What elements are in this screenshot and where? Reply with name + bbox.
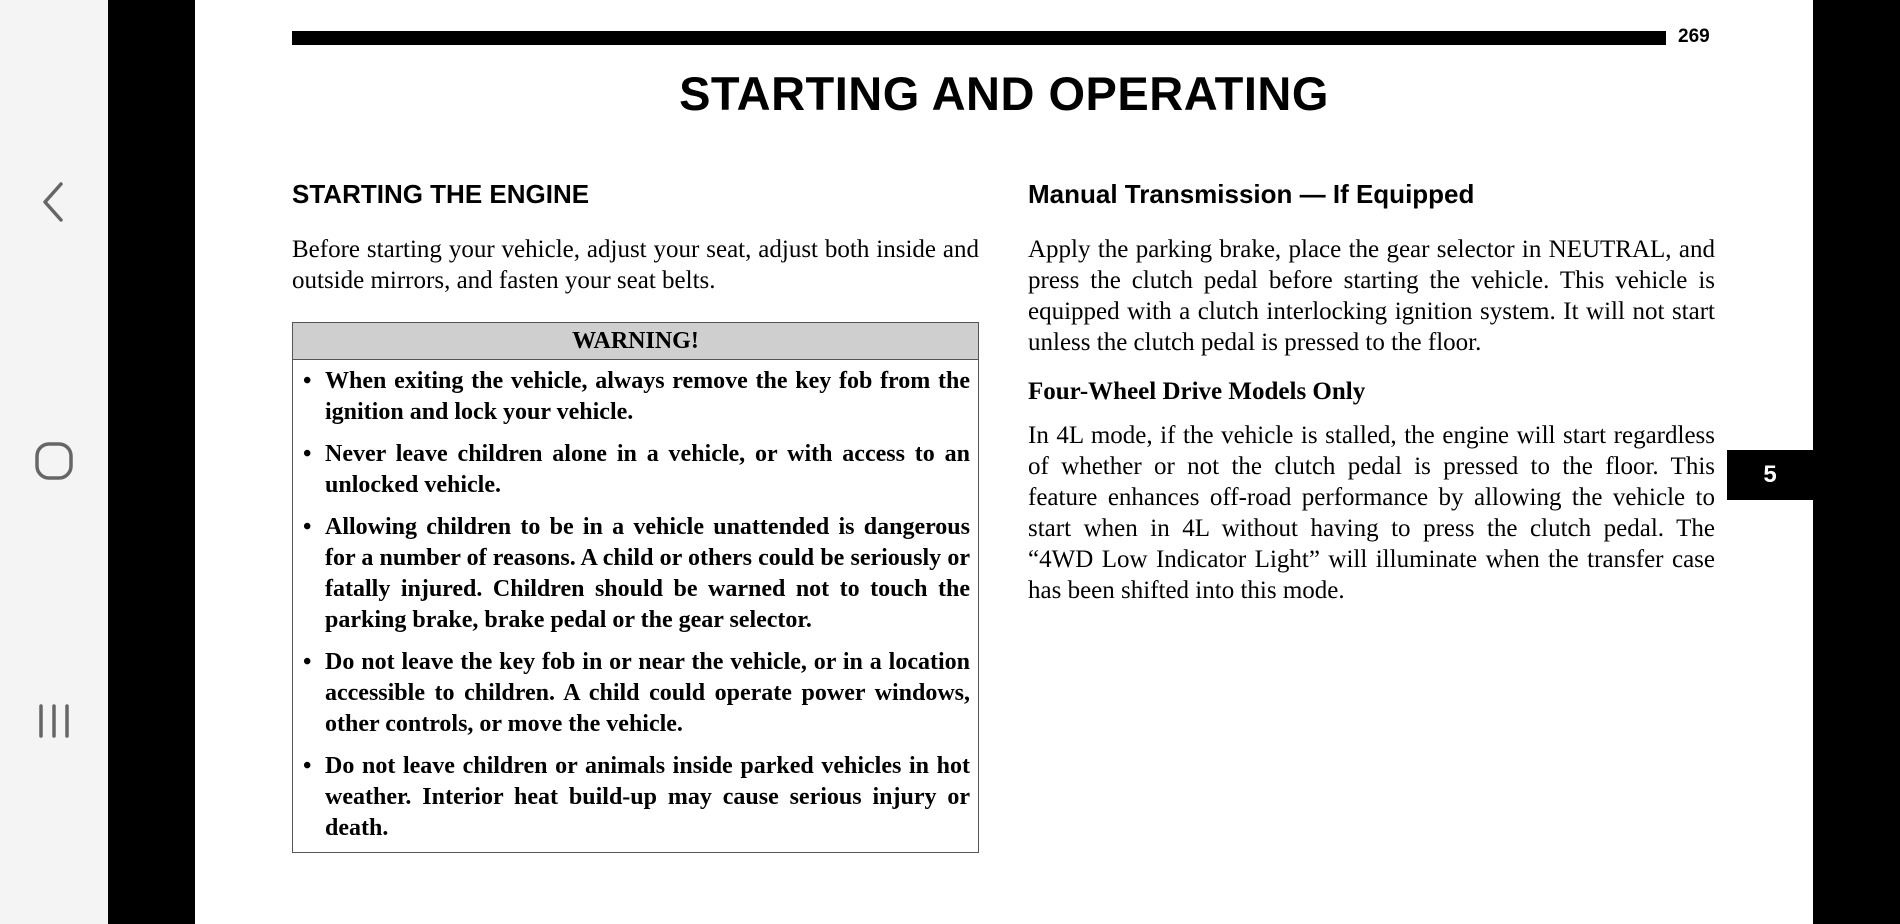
- warning-item: • Do not leave children or animals inside parked vehicles in hot weather. Interior heat build-up may cause serious injury or death.: [303, 752, 970, 841]
- warning-list: [293, 360, 978, 852]
- section-heading: Manual Transmission — If Equipped: [1028, 179, 1475, 209]
- left-column: [292, 180, 979, 853]
- section-heading: STARTING THE ENGINE: [292, 179, 590, 209]
- right-margin: [1813, 0, 1900, 924]
- left-margin: [108, 0, 195, 924]
- bullet-icon: •: [303, 440, 312, 467]
- navigation-bar: [0, 0, 108, 924]
- chevron-left-icon: [39, 180, 69, 224]
- subsection-heading: Four-Wheel Drive Models Only: [1028, 377, 1366, 405]
- chapter-tab: 5: [1727, 450, 1813, 500]
- manual-transmission-paragraph: Apply the parking brake, place the gear selector in NEUTRAL, and press the clutch pedal before starting the vehicle. This vehicle is equipped with a clutch interlocking ignition system. It will not start unless the clutch pedal is pressed to the floor.: [1028, 235, 1715, 356]
- four-wheel-drive-paragraph: In 4L mode, if the vehicle is stalled, the engine will start regardless of whether or not the clutch pedal is pressed to the floor. This feature enhances off-road performance by allowing the vehicle to start when in 4L without having to press the clutch pedal. The “4WD Low Indicator Light” will illuminate when the transfer case has been shifted into this mode.: [1028, 421, 1715, 604]
- header-rule: [292, 31, 1666, 45]
- warning-title: WARNING!: [293, 323, 978, 360]
- recents-lines-icon: [32, 699, 76, 743]
- warning-item: • Never leave children alone in a vehicle, or with access to an unlocked vehicle.: [303, 440, 970, 498]
- warning-item: • Allowing children to be in a vehicle unattended is dangerous for a number of reasons. A child or others could be seriously or fatally injured. Children should be warned not to touch the parking brake, brake pedal or the gear selector.: [303, 513, 970, 633]
- document-page: [195, 0, 1813, 924]
- home-button[interactable]: [0, 411, 108, 511]
- warning-item: • When exiting the vehicle, always remove the key fob from the ignition and lock your vehicle.: [303, 367, 970, 425]
- back-button[interactable]: [0, 152, 108, 252]
- bullet-icon: •: [303, 752, 312, 779]
- chapter-title: STARTING AND OPERATING: [679, 67, 1329, 120]
- circle-home-icon: [32, 439, 76, 483]
- warning-box: [292, 322, 979, 853]
- bullet-icon: •: [303, 367, 312, 394]
- right-column: [1028, 180, 1715, 606]
- bullet-icon: •: [303, 513, 312, 540]
- recents-button[interactable]: [0, 671, 108, 771]
- warning-item: • Do not leave the key fob in or near the vehicle, or in a location accessible to children. A child could operate power windows, other controls, or move the vehicle.: [303, 648, 970, 737]
- intro-paragraph: Before starting your vehicle, adjust your seat, adjust both inside and outside mirrors, and fasten your seat belts.: [292, 235, 979, 294]
- page-number: 269: [1678, 26, 1710, 47]
- bullet-icon: •: [303, 648, 312, 675]
